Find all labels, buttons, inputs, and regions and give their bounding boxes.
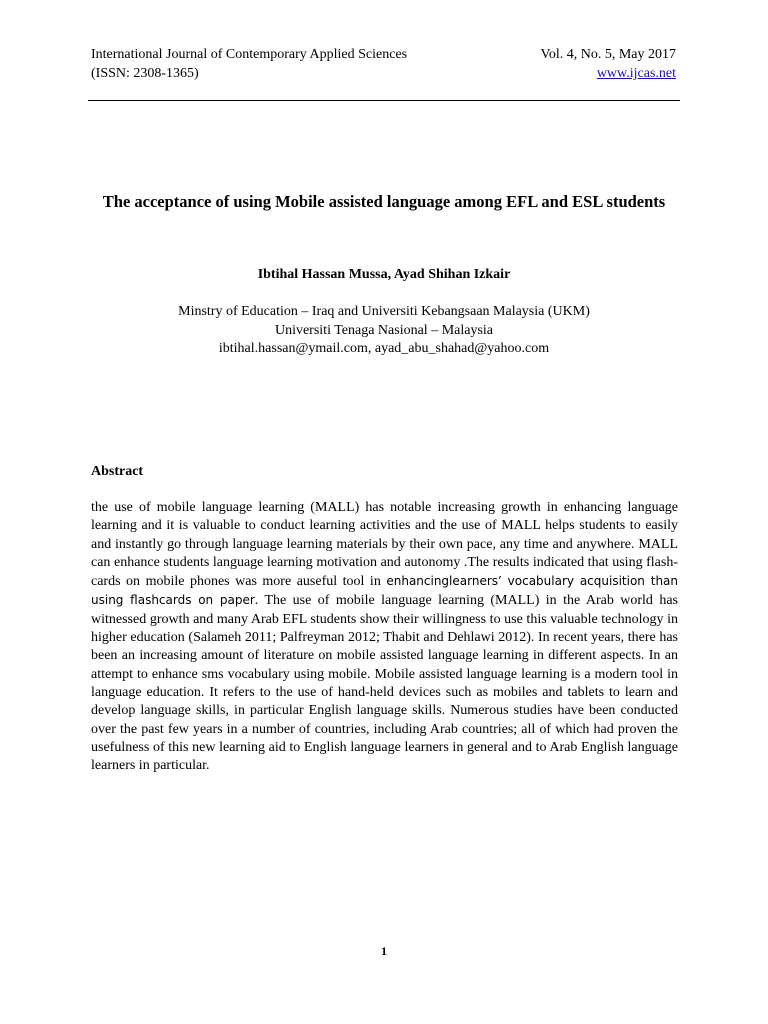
journal-issn: (ISSN: 2308-1365) bbox=[91, 66, 199, 81]
page-number: 1 bbox=[381, 944, 387, 958]
abstract-heading: Abstract bbox=[91, 464, 144, 479]
journal-volume: Vol. 4, No. 5, May 2017 bbox=[540, 47, 676, 62]
running-header-left bbox=[91, 45, 407, 83]
paper-title: The acceptance of using Mobile assisted language among EFL and ESL students bbox=[102, 192, 666, 211]
header-divider bbox=[88, 100, 680, 101]
abstract-body bbox=[91, 499, 678, 775]
affiliation-line-1: Minstry of Education – Iraq and Universiti Kebangsaan Malaysia (UKM) bbox=[178, 304, 590, 319]
running-header-right bbox=[541, 45, 676, 83]
abstract-text-part-1: the use of mobile language learning (MALL) has notable increasing growth in enhancing language learning and it is valuable to conduct learning activities and the use of MALL helps students to easily and instantly go through language learning materials by their own pace, any time and anywhere. MALL can enhance students language learning motivation and autonomy .The results indicated that using flash-cards on mobile phones was more auseful tool in bbox=[91, 500, 678, 590]
journal-website-link[interactable]: www.ijcas.net bbox=[596, 66, 676, 81]
journal-name: International Journal of Contemporary Applied Sciences bbox=[91, 47, 408, 62]
affiliations bbox=[0, 303, 768, 359]
author-emails: ibtihal.hassan@ymail.com, ayad_abu_shahad@yahoo.com bbox=[218, 341, 550, 356]
affiliation-line-2: Universiti Tenaga Nasional – Malaysia bbox=[274, 322, 494, 338]
abstract-text-part-3: . The use of mobile language learning (MALL) in the Arab world has witnessed growth and many Arab EFL students show their willingness to use this valuable technology in higher education (Salameh 2011; Palfreyman 2012; Thabit and Dehlawi 2012). In recent years, there has been an increasing amount of literature on mobile assisted language learning in different aspects. In an attempt to enhance sms vocabulary using mobile. Mobile assisted language learning is a modern tool in language education. It refers to the use of hand-held devices such as mobiles and tablets to learn and develop language skills, in particular English language skills. Numerous studies have been conducted over the past few years in a number of countries, including Arab countries; all of which had proven the usefulness of this new learning aid to English language learners in general and to Arab English language learners in particular. bbox=[91, 593, 678, 774]
abstract-text-part-2: enhancinglearners’ vocabulary acquisition than using flashcards on paper bbox=[91, 574, 679, 608]
paper-authors: Ibtihal Hassan Mussa, Ayad Shihan Izkair bbox=[257, 267, 511, 282]
